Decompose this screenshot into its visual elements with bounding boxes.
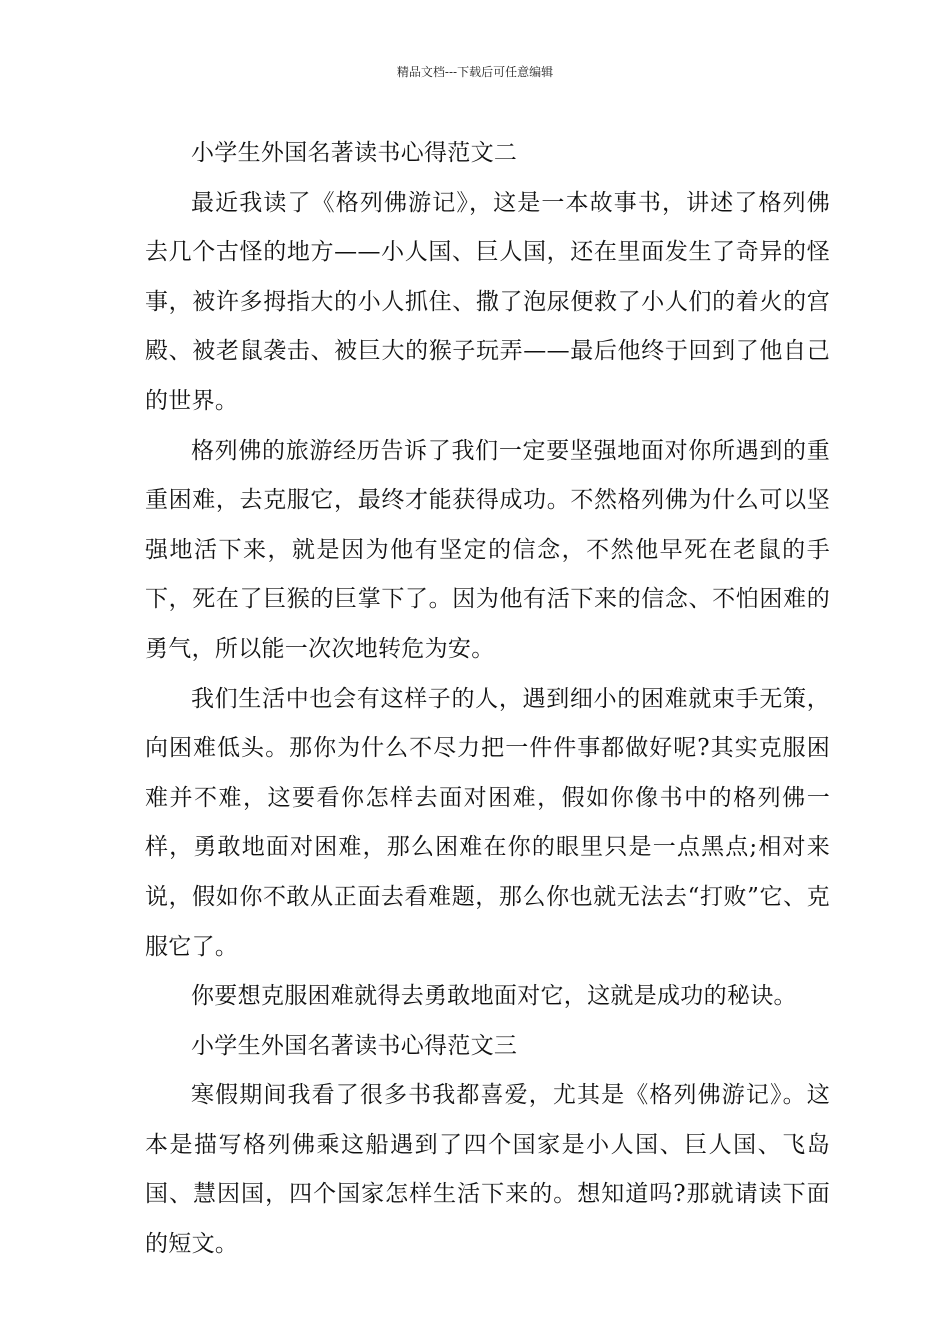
body-paragraph: 我们生活中也会有这样子的人，遇到细小的困难就束手无策，向困难低头。那你为什么不尽力把一件件事都做好呢?其实克服困难并不难，这要看你怎样去面对困难，假如你像书中的格列佛一样，勇敢地面对困难，那么困难在你的眼里只是一点黑点;相对来说，假如你不敢从正面去看难题，那么你也就无法去“打败”它、克服它了。 [145, 685, 830, 960]
document-body [145, 129, 830, 1270]
section-heading: 小学生外国名著读书心得范文三 [191, 1032, 518, 1059]
section-heading: 小学生外国名著读书心得范文二 [191, 140, 518, 166]
body-paragraph: 你要想克服困难就得去勇敢地面对它，这就是成功的秘诀。 [191, 983, 797, 1010]
body-paragraph: 格列佛的旅游经历告诉了我们一定要坚强地面对你所遇到的重重困难，去克服它，最终才能获得成功。不然格列佛为什么可以坚强地活下来，就是因为他有坚定的信念，不然他早死在老鼠的手下，死在了巨猴的巨掌下了。因为他有活下来的信念、不怕困难的勇气，所以能一次次地转危为安。 [145, 437, 830, 662]
page-header: 精品文档---下载后可任意编辑 [396, 65, 554, 79]
body-paragraph: 最近我读了《格列佛游记》，这是一本故事书，讲述了格列佛去几个古怪的地方——小人国、巨人国，还在里面发生了奇异的怪事，被许多拇指大的小人抓住、撒了泡尿便救了小人们的着火的宫殿、被老鼠袭击、被巨大的猴子玩弄——最后他终于回到了他自己的世界。 [145, 189, 830, 414]
body-paragraph: 寒假期间我看了很多书我都喜爱，尤其是《格列佛游记》。这本是描写格列佛乘这船遇到了四个国家是小人国、巨人国、飞岛国、慧因国，四个国家怎样生活下来的。想知道吗?那就请读下面的短文。 [145, 1082, 830, 1258]
